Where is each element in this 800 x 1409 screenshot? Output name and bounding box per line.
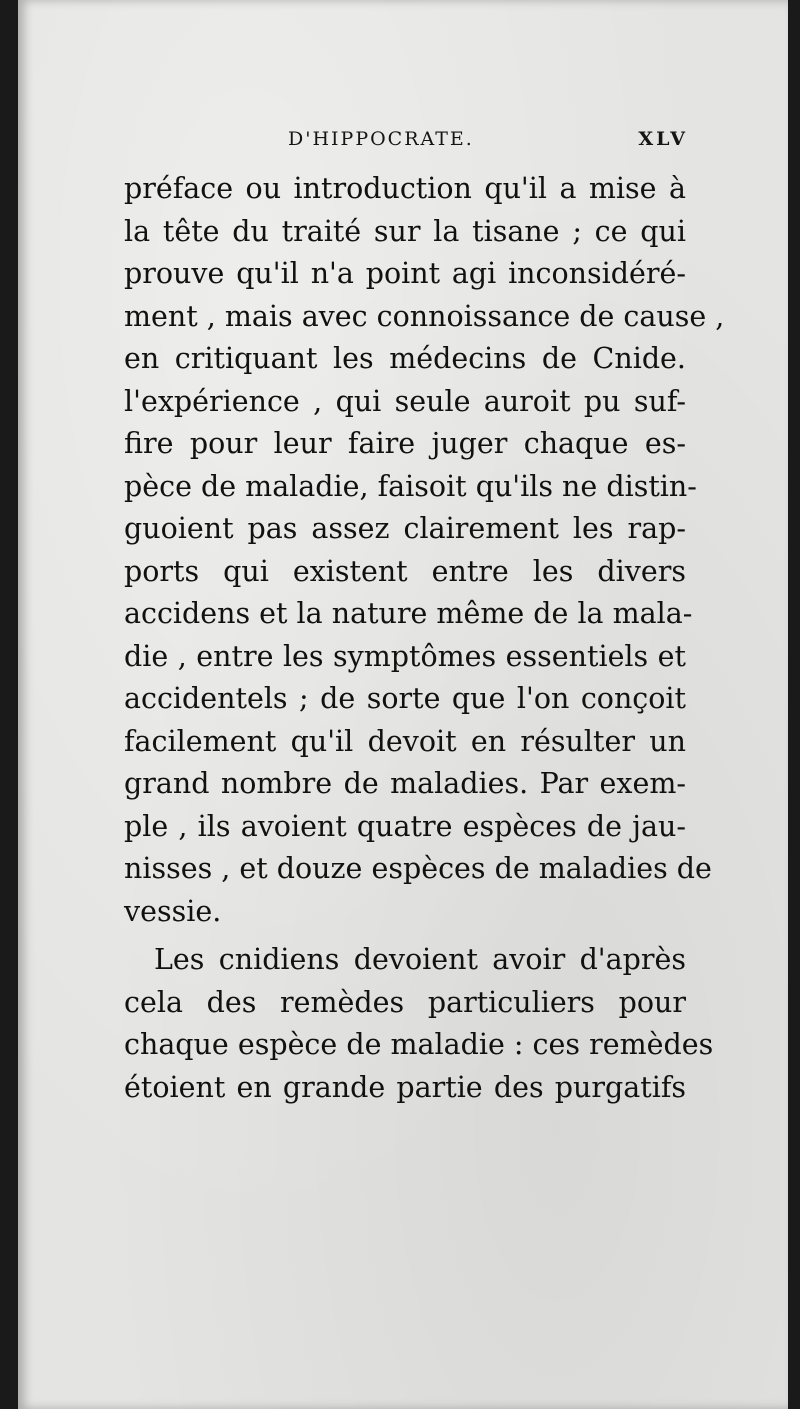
text-line: pèce de maladie, faisoit qu'ils ne distin-: [124, 469, 697, 503]
text-line: facilement qu'il devoit en résulter un: [124, 724, 686, 758]
text-line-paragraph-start: Les cnidiens devoient avoir d'après: [154, 943, 686, 976]
text-line: chaque espèce de maladie : ces remèdes: [124, 1028, 714, 1061]
text-line: étoient en grande partie des purgatifs: [124, 1070, 686, 1104]
text-line: ports qui existent entre les divers: [124, 554, 686, 588]
text-line-paragraph-end: vessie.: [124, 894, 222, 928]
text-line: la tête du traité sur la tisane ; ce qui: [124, 214, 686, 248]
text-line: guoient pas assez clairement les rap-: [124, 512, 686, 545]
page-header: [288, 128, 688, 158]
text-line: grand nombre de maladies. Par exem-: [124, 767, 686, 800]
text-line: en critiquant les médecins de Cnide.: [124, 342, 686, 375]
text-line: nisses , et douze espèces de maladies de: [124, 852, 712, 885]
text-line: ple , ils avoient quatre espèces de jau-: [124, 809, 686, 843]
text-line: prouve qu'il n'a point agi inconsidéré-: [124, 257, 686, 290]
text-line: cela des remèdes particuliers pour: [124, 985, 686, 1019]
book-page: [18, 0, 788, 1409]
text-line: accidens et la nature même de la mala-: [124, 597, 693, 630]
text-line: die , entre les symptômes essentiels et: [124, 639, 686, 673]
body-text: [124, 168, 725, 1109]
text-line: accidentels ; de sorte que l'on conçoit: [124, 682, 686, 715]
page-number: XLV: [638, 128, 688, 150]
text-line: ment , mais avec connoissance de cause ,: [124, 299, 725, 333]
text-line: fire pour leur faire juger chaque es-: [124, 427, 686, 460]
running-head: D'HIPPOCRATE.: [288, 128, 474, 150]
text-line: l'expérience , qui seule auroit pu suf-: [124, 384, 686, 418]
text-line: préface ou introduction qu'il a mise à: [124, 172, 686, 205]
